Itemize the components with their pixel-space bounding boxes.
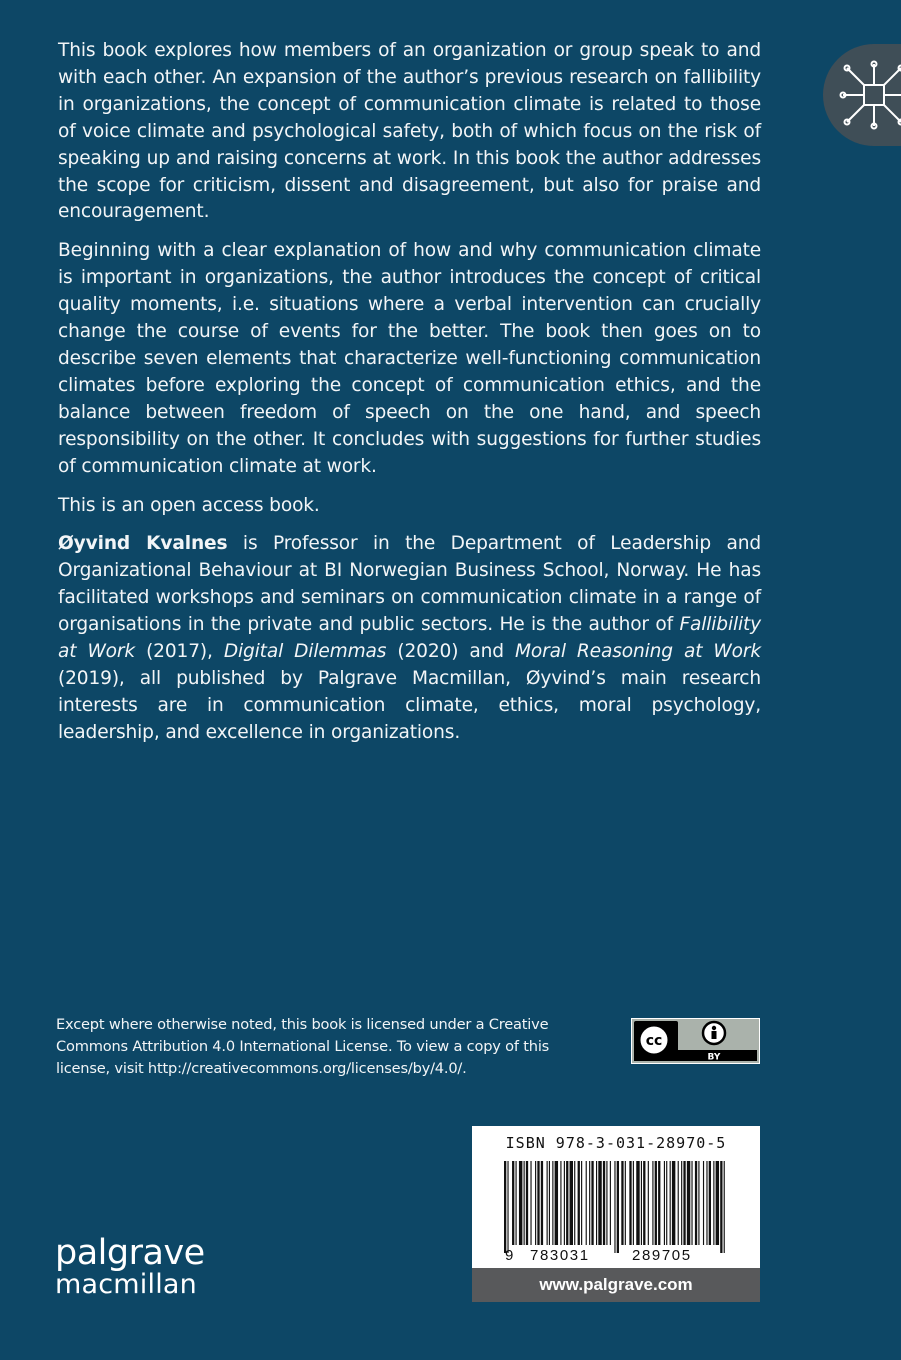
- barcode-bar: [641, 1161, 642, 1245]
- palgrave-badge: [823, 44, 901, 146]
- barcode-bar: [691, 1161, 692, 1245]
- barcode-bar: [530, 1161, 531, 1245]
- barcode-bar: [643, 1161, 645, 1245]
- author-bio-text-b: (2017),: [135, 641, 224, 663]
- barcode-bar: [683, 1161, 685, 1245]
- palgrave-star-icon: [839, 60, 901, 130]
- palgrave-macmillan-logo: [55, 1233, 205, 1300]
- barcode-bar: [614, 1161, 615, 1253]
- barcode-bar: [591, 1161, 593, 1245]
- barcode-bar: [678, 1161, 679, 1245]
- author-bio-text-c: (2020) and: [386, 641, 515, 663]
- barcode-bar: [633, 1161, 634, 1245]
- barcode-bar: [566, 1161, 568, 1245]
- barcode-bar: [570, 1161, 573, 1245]
- isbn-label: ISBN 978-3-031-28970-5: [505, 1134, 727, 1152]
- barcode-bar: [504, 1161, 506, 1253]
- barcode-bar: [629, 1161, 631, 1245]
- barcode-bar: [552, 1161, 553, 1245]
- barcode-bar: [666, 1161, 667, 1245]
- barcode-bars: [500, 1161, 732, 1253]
- author-name: Øyvind Kvalnes: [58, 533, 228, 555]
- barcode-bar: [713, 1161, 714, 1245]
- blurb-paragraph-1: This book explores how members of an organization or group speak to and with each other. An expansion of the author’s previous research on fallibility in organizations, the concept of communication climate is related to those of voice climate and psychological safety, both of which focus on the risk of speaking up and raising concerns at work. In this book the author addresses the scope for criticism, dissent and disagreement, but also for praise and encouragement.: [58, 40, 761, 223]
- barcode-bar: [507, 1161, 508, 1253]
- barcode-bar: [606, 1161, 607, 1245]
- author-bio: [58, 531, 761, 746]
- book-title-fallibility: Fallibility at Work: [58, 614, 761, 663]
- isbn-barcode-box: [472, 1126, 760, 1302]
- barcode-bar: [581, 1161, 582, 1245]
- by-label: BY: [707, 1052, 721, 1063]
- barcode-bar: [560, 1161, 561, 1245]
- cc-by-badge: [631, 1018, 760, 1064]
- barcode-bar: [652, 1161, 653, 1245]
- barcode-bar: [574, 1161, 575, 1245]
- blurb-paragraph-2: Beginning with a clear explanation of how and why communication climate is important in organizations, the author introduces the concept of critical quality moments, i.e. situations where a verbal intervention can crucially change the course of events for the better. The book then goes on to describe seven elements that characterize well-functioning communication climates before exploring the concept of communication ethics, and the balance between freedom of speech on the one hand, and speech responsibility on the other. It concludes with suggestions for further studies of communication climate at work.: [58, 240, 761, 477]
- author-bio-text-d: (2019), all published by Palgrave Macmillan, Øyvind’s main research interests are in communication climate, ethics, moral psychology, leadership, and excellence in organizations.: [58, 667, 761, 743]
- logo-macmillan: macmillan: [55, 1269, 197, 1300]
- barcode-bar: [709, 1161, 711, 1245]
- barcode-bar: [512, 1161, 514, 1245]
- barcode-bar: [549, 1161, 550, 1245]
- license-notice: [56, 1014, 576, 1080]
- barcode-bar: [655, 1161, 657, 1245]
- barcode-bar: [516, 1161, 517, 1245]
- barcode-bar: [555, 1161, 558, 1245]
- publisher-url: www.palgrave.com: [472, 1268, 760, 1302]
- barcode-bar: [578, 1161, 580, 1245]
- author-bio-text-a: is Professor in the Department of Leadership and Organizational Behaviour at BI Norwegian Business School, Norway. He has facilitated workshops and seminars on communication climate in a range of organisations in the private and public sectors. He is the author of: [58, 533, 761, 636]
- barcode-bar: [672, 1161, 675, 1245]
- barcode-bar: [617, 1161, 619, 1253]
- barcode-digits-right: 289705: [632, 1247, 692, 1264]
- barcode-bar: [658, 1161, 660, 1245]
- barcode-bar: [519, 1161, 522, 1245]
- back-cover-blurb: [58, 38, 761, 759]
- book-title-moral-reasoning: Moral Reasoning at Work: [514, 641, 761, 663]
- barcode-bar: [596, 1161, 597, 1245]
- barcode-bar: [603, 1161, 605, 1245]
- barcode-bar: [524, 1161, 525, 1245]
- barcode-bar: [541, 1161, 543, 1245]
- barcode-bar: [564, 1161, 565, 1245]
- barcode-bar: [648, 1161, 649, 1245]
- barcode-bar: [703, 1161, 704, 1245]
- barcode-bar: [664, 1161, 665, 1245]
- barcode-bar: [586, 1161, 587, 1245]
- barcode-bar: [526, 1161, 528, 1245]
- barcode-bar: [720, 1161, 722, 1253]
- barcode-bar: [589, 1161, 590, 1245]
- book-title-digital-dilemmas: Digital Dilemmas: [223, 641, 387, 663]
- barcode-bar: [670, 1161, 671, 1245]
- barcode-bar: [547, 1161, 548, 1245]
- barcode-bar: [695, 1161, 697, 1245]
- barcode-bar: [610, 1161, 611, 1245]
- license-line-2: Commons Attribution 4.0 International License. To view a copy of this: [56, 1038, 550, 1055]
- barcode-bar: [636, 1161, 639, 1245]
- barcode-bar: [706, 1161, 707, 1245]
- barcode-bar: [687, 1161, 690, 1245]
- barcode-bar: [681, 1161, 682, 1245]
- barcode-bar: [625, 1161, 626, 1245]
- barcode-bar: [537, 1161, 539, 1245]
- barcode-bar: [598, 1161, 601, 1245]
- barcode-bar: [716, 1161, 719, 1245]
- license-line-1: Except where otherwise noted, this book is licensed under a Creative: [56, 1016, 549, 1033]
- barcode-bar: [698, 1161, 699, 1245]
- barcode-bar: [535, 1161, 536, 1245]
- barcode-bar: [621, 1161, 623, 1245]
- logo-palgrave: palgrave: [55, 1233, 205, 1273]
- barcode-digit-first: 9: [505, 1247, 514, 1264]
- license-line-3: license, visit http://creativecommons.org/licenses/by/4.0/.: [56, 1060, 467, 1077]
- blurb-paragraph-3: This is an open access book.: [58, 494, 320, 516]
- barcode-digits-left: 783031: [530, 1247, 590, 1264]
- cc-label: cc: [645, 1033, 663, 1049]
- barcode-bar: [724, 1161, 725, 1253]
